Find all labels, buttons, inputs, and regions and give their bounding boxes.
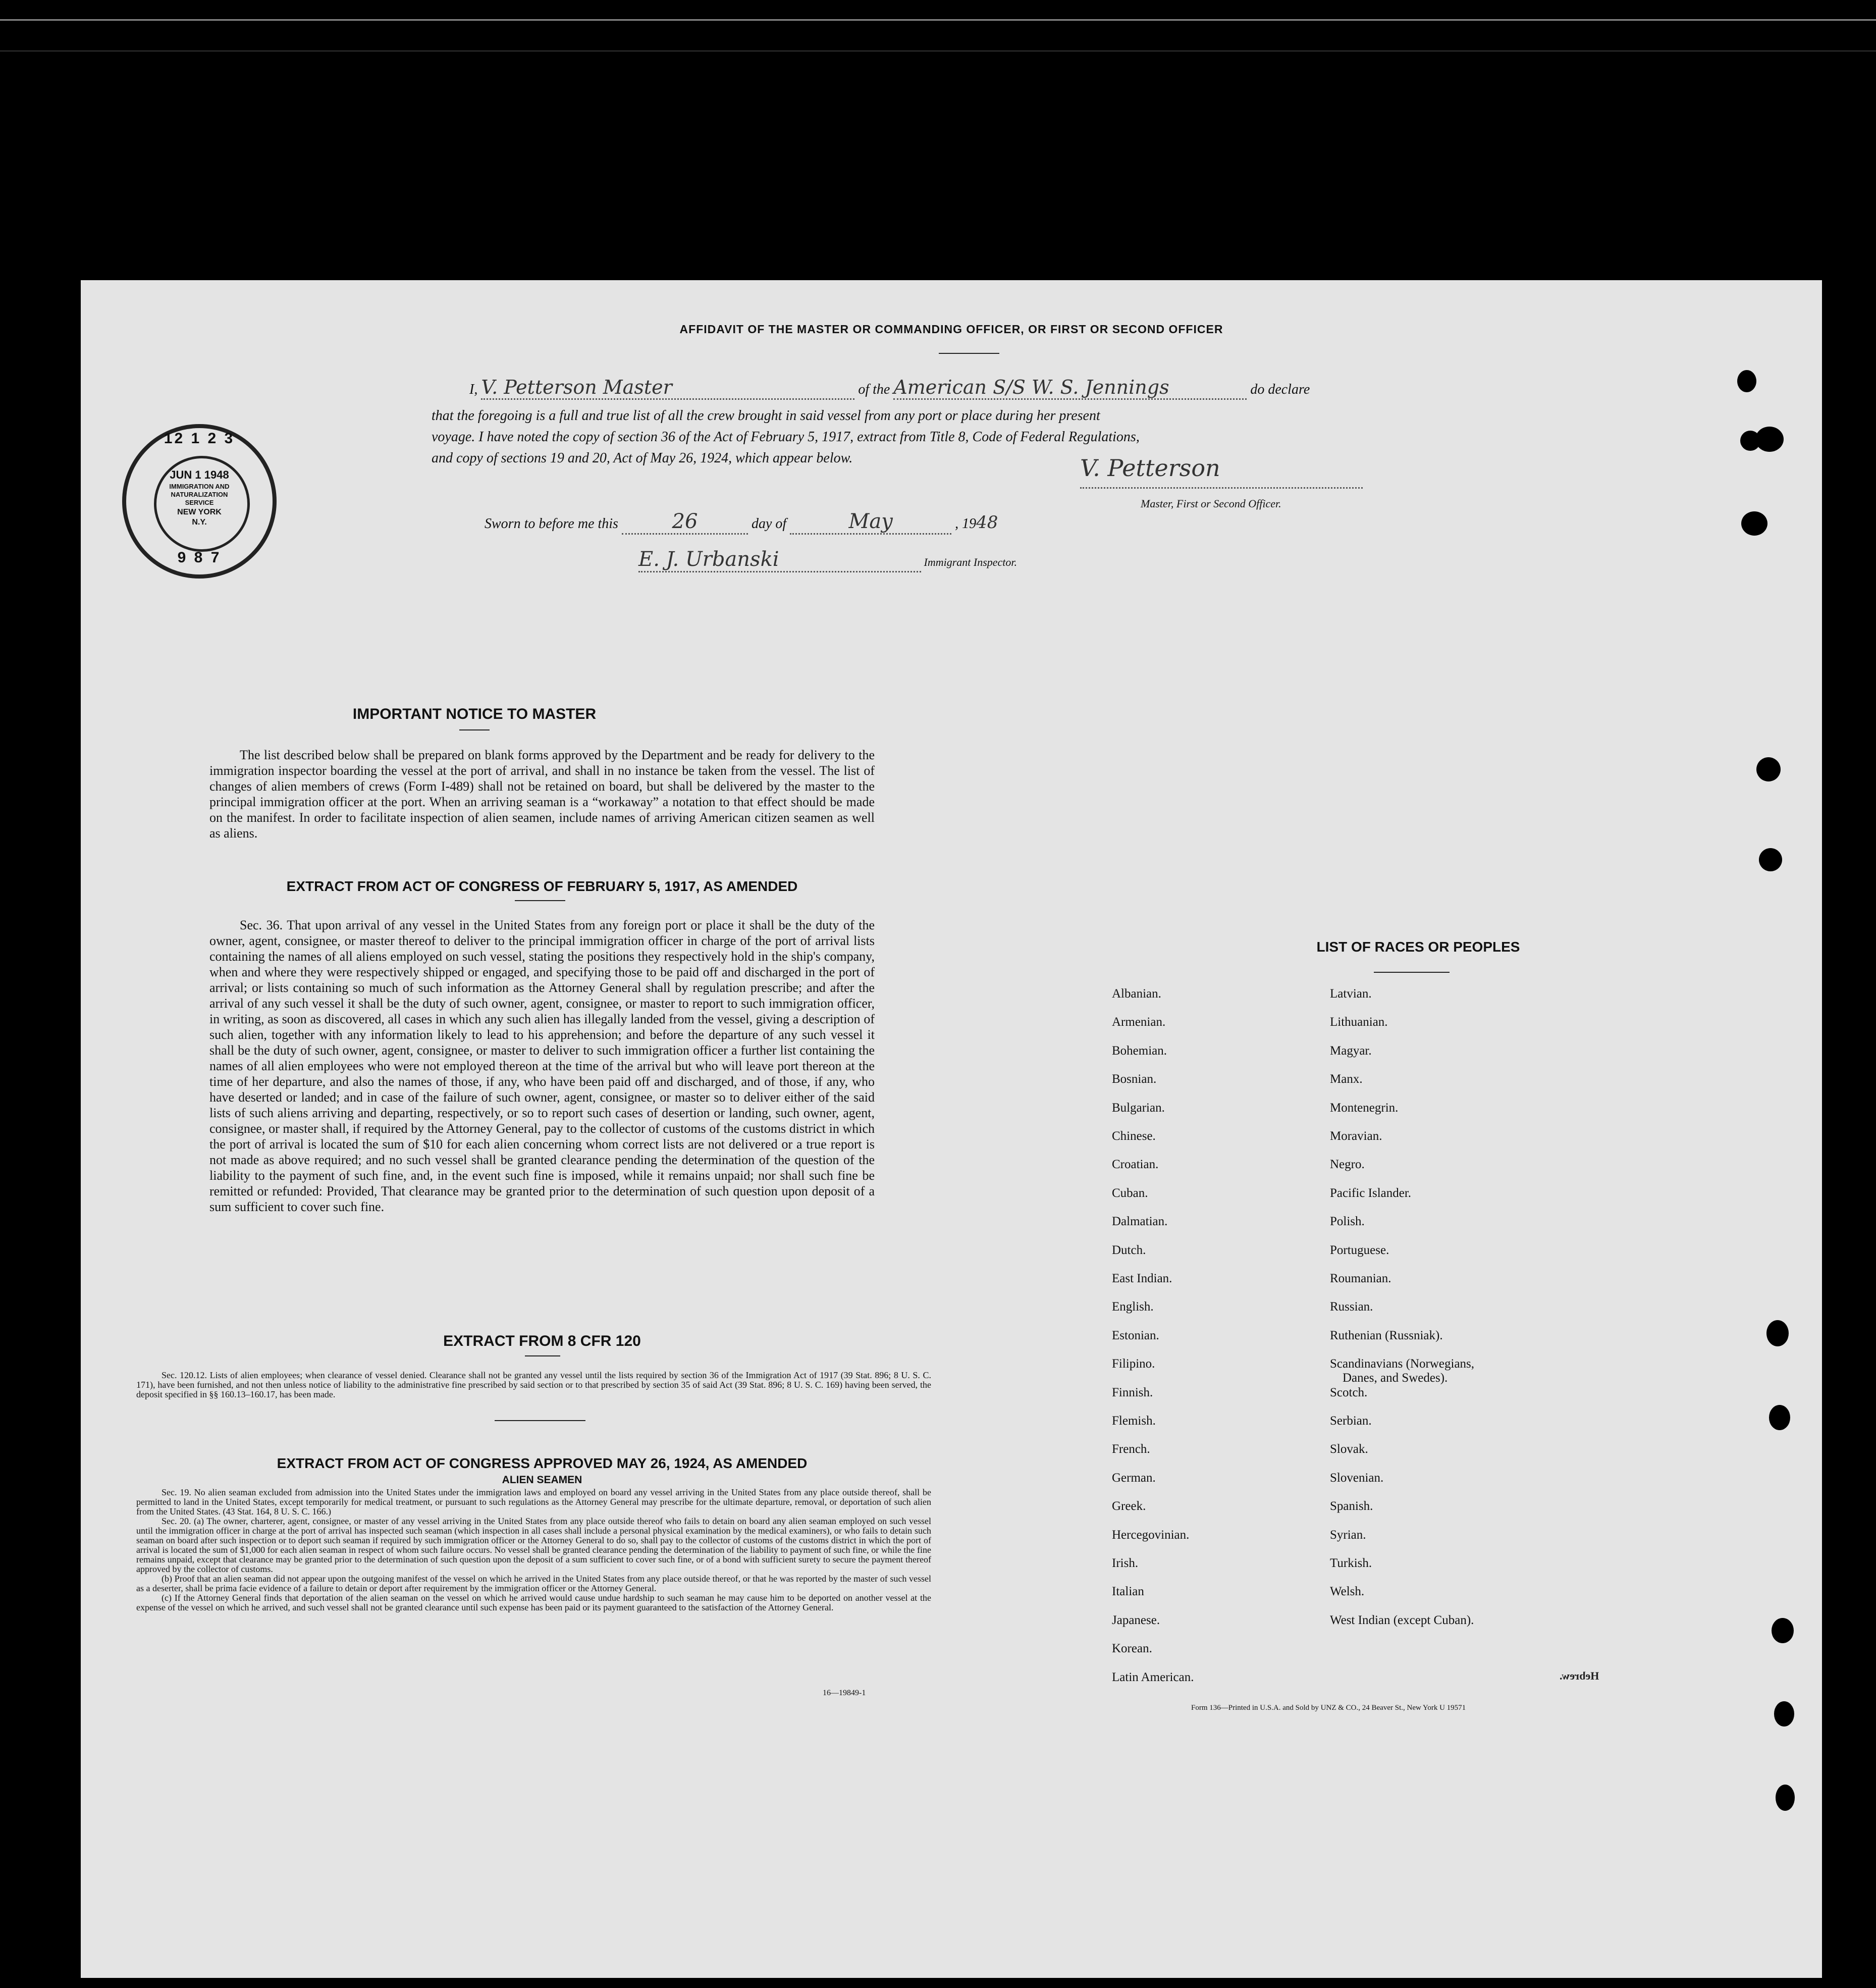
race-item: French. [1112, 1442, 1150, 1456]
race-item: Dutch. [1112, 1243, 1146, 1257]
of-the-label: of the [858, 382, 890, 397]
notice-body-block [209, 747, 875, 841]
race-item: Negro. [1330, 1158, 1365, 1172]
affidavit-title: AFFIDAVIT OF THE MASTER OR COMMANDING OFFICER, OR FIRST OR SECOND OFFICER [679, 323, 1223, 336]
film-edge-line [0, 19, 1876, 21]
race-item: Montenegrin. [1330, 1101, 1399, 1115]
race-item: Estonian. [1112, 1328, 1159, 1342]
act-1917-underline [515, 900, 565, 901]
race-item: Latin American. [1112, 1670, 1194, 1684]
stamp-line-1: IMMIGRATION AND [169, 483, 230, 490]
race-item: Hercegovinian. [1112, 1528, 1190, 1542]
binder-hole [1755, 427, 1784, 452]
master-signature: V. Petterson [1080, 454, 1220, 482]
race-item: Albanian. [1112, 987, 1161, 1001]
sworn-line [485, 510, 1191, 535]
race-item: Bulgarian. [1112, 1101, 1165, 1115]
stamp-line-3: SERVICE [185, 499, 214, 506]
sworn-label: Sworn to before me this [485, 516, 618, 532]
printer-footer: Form 136—Printed in U.S.A. and Sold by UNZ & CO., 24 Beaver St., New York U 19571 [1191, 1704, 1466, 1712]
race-item: Armenian. [1112, 1015, 1166, 1029]
binder-hole [1759, 848, 1782, 871]
race-item: Roumanian. [1330, 1272, 1391, 1285]
act-1917-block [209, 917, 875, 1215]
race-item: Ruthenian (Russniak). [1330, 1328, 1443, 1342]
act-1924-block [136, 1488, 931, 1612]
do-declare-label: do declare [1250, 382, 1310, 397]
declaration-line-4: and copy of sections 19 and 20, Act of May 26, 1924, which appear below. [432, 450, 853, 466]
binder-hole [1766, 1320, 1789, 1346]
i-label: I, [469, 382, 478, 397]
race-item: Japanese. [1112, 1613, 1160, 1627]
document-sheet [81, 280, 1822, 1978]
race-item: Chinese. [1112, 1129, 1156, 1143]
inspector-label: Immigrant Inspector. [924, 556, 1017, 568]
binder-hole [1769, 1405, 1790, 1430]
race-item: Moravian. [1330, 1129, 1382, 1143]
act-1924-sec19: Sec. 19. No alien seaman excluded from admission into the United States under the immigration laws and employed on board any vessel arriving in the United States from any place outside thereof, shall be permitted to land in the United States, except temporarily for medical treatment, or pursuant to such regulations as the Attorney General may prescribe for the ultimate departure, removal, or deportation of such alien from the United States. (43 Stat. 164, 8 U. S. C. 166.) [136, 1487, 931, 1516]
stamp-number: 1 [191, 430, 202, 447]
master-name-handwritten: V. Petterson Master [481, 376, 854, 400]
day-of-label: day of [751, 516, 787, 532]
act-1924-subtitle: ALIEN SEAMEN [502, 1474, 582, 1486]
race-item: Italian [1112, 1585, 1144, 1599]
race-item: English. [1112, 1300, 1154, 1314]
race-item: Finnish. [1112, 1385, 1153, 1399]
immigration-stamp [122, 424, 277, 579]
race-item: Portuguese. [1330, 1243, 1389, 1257]
stamp-line-4: NEW YORK [177, 508, 222, 516]
race-item: Lithuanian. [1330, 1015, 1388, 1029]
race-item: Greek. [1112, 1499, 1146, 1513]
race-item: Russian. [1330, 1300, 1373, 1314]
race-item: East Indian. [1112, 1272, 1172, 1285]
cfr-block [136, 1371, 931, 1399]
sworn-day-handwritten: 26 [622, 510, 748, 535]
binder-hole [1774, 1701, 1794, 1727]
title-underline [939, 353, 999, 354]
race-item: Spanish. [1330, 1499, 1373, 1513]
act-1924-sec20b: (b) Proof that an alien seaman did not appear upon the outgoing manifest of the vessel on which he arrived in the United States from any place outside thereof, or that he was reported by the master of such vessel as a deserter, shall be prima facie evidence of a failure to detain or deport after requirement by the immigration officer or the Attorney General. [136, 1574, 931, 1593]
race-item: West Indian (except Cuban). [1330, 1613, 1474, 1627]
binder-hole [1741, 511, 1767, 536]
cfr-divider [495, 1420, 585, 1421]
act-1924-sec20c: (c) If the Attorney General finds that deportation of the alien seaman on the vessel on which he arrived would cause undue hardship to such seaman he may cause him to be deported on another vessel at the expense of the vessel on which he arrived, and such vessel shall not be granted clearance until such expense has been paid or its payment guaranteed to the satisfaction of the Attorney General. [136, 1593, 931, 1612]
race-item: Cuban. [1112, 1186, 1148, 1200]
form-code: 16—19849-1 [823, 1689, 866, 1697]
race-item: Danes, and Swedes). [1343, 1371, 1448, 1385]
race-item: Latvian. [1330, 987, 1372, 1001]
inspector-signature: E. J. Urbanski [638, 548, 921, 572]
act-1924-sec20a: Sec. 20. (a) The owner, charterer, agent, consignee, or master of any vessel arriving in the United States from any place outside thereof who fails to detain on board any alien seaman employed on such vessel until the immigration officer in charge at the port of arrival has inspected such seaman (which inspection in all cases shall include a personal physical examination by the medical examiners), or who fails to detain such seaman on board after such inspection or to deport such seaman if required by such immigration officer or the Attorney General to do so, shall pay to the collector of customs of the customs district in which the port of arrival is located the sum of $1,000 for each alien seaman in respect of whom such failure occurs. No vessel shall be granted clearance pending the determination of the liability to payment of such fine, or while the fine remains unpaid, except that clearance may be granted prior to the determination of such question upon the deposit of a sum sufficient to cover such fine, or of a bond with sufficient surety to secure the payment thereof approved by the collector of customs. [136, 1516, 931, 1574]
race-item: Irish. [1112, 1556, 1139, 1570]
binder-hole [1776, 1785, 1795, 1811]
race-item: Croatian. [1112, 1158, 1159, 1172]
act-1917-body: Sec. 36. That upon arrival of any vessel in the United States from any foreign port or place it shall be the duty of the owner, agent, consignee, or master thereof to deliver to the principal immigration officer in charge of the port of arrival lists containing the names of all aliens employed on such vessel, stating the positions they respectively hold in the ship's company, when and where they were respectively shipped or engaged, and specifying those to be paid off and discharged in the port of arrival; or lists containing so much of such information as the Attorney General shall by regulation prescribe; and after the arrival of any such vessel it shall be the duty of such owner, agent, consignee, or master to report to such immigration officer, in writing, as soon as discovered, all cases in which any such alien has illegally landed from the vessel, giving a description of such alien, together with any information likely to lead to his apprehension; and before the departure of any such vessel it shall be the duty of such owner, agent, consignee, or master to deliver to such immigration officer a further list containing the names of all alien employees who were not employed thereon at the time of the arrival but who will leave port thereon at the time of her departure, and also the names of those, if any, who have been paid off and discharged, and of those, if any, who have deserted or landed; and in case of the failure of such owner, agent, consignee, or master so to deliver either of the said lists of such aliens arriving and departing, respectively, or so to report such cases of desertion or landing, such owner, agent, consignee, or master shall, if required by the Attorney General, pay to the collector of customs of the customs district in which the port of arrival is located the sum of $10 for each alien concerning whom correct lists are not delivered or a true report is not made as above required; and no such vessel shall be granted clearance pending the determination of the question of the liability to the payment of such fine, and, in the event such fine is imposed, while it remains unpaid; nor shall such fine be remitted or refunded: Provided, That clearance may be granted prior to the determination of such question upon deposit of a sum sufficient to cover such fine. [209, 918, 875, 1214]
races-title: LIST OF RACES OR PEOPLES [1316, 939, 1520, 955]
race-item: Syrian. [1330, 1528, 1366, 1542]
act-1924-title: EXTRACT FROM ACT OF CONGRESS APPROVED MAY 26, 1924, AS AMENDED [277, 1455, 808, 1471]
declaration-line-2: that the foregoing is a full and true list of all the crew brought in said vessel from any port or place during her present [432, 408, 1100, 424]
binder-hole [1772, 1618, 1794, 1643]
stamp-number: 9 [177, 549, 188, 566]
stamp-numbers-bottom [126, 549, 273, 566]
cfr-body: Sec. 120.12. Lists of alien employees; when clearance of vessel denied. Clearance shall not be granted any vessel until the lists required by section 36 of the Immigration Act of 1917 (39 Stat. 896; 8 U. S. C. 171), have been furnished, and not then unless notice of liability to the administrative fine prescribed by said section or to that prescribed by section 35 of said Act (39 Stat. 896; 8 U. S. C. 169) having been served, the deposit specified in §§ 160.13–160.17, has been made. [136, 1370, 931, 1399]
binder-hole [1756, 757, 1781, 781]
race-item: Pacific Islander. [1330, 1186, 1412, 1200]
stamp-line-5: N.Y. [192, 518, 207, 527]
race-item: Korean. [1112, 1642, 1152, 1656]
race-item: Serbian. [1330, 1414, 1372, 1428]
race-item: Scotch. [1330, 1385, 1368, 1399]
cfr-underline [525, 1355, 560, 1356]
notice-title: IMPORTANT NOTICE TO MASTER [352, 706, 597, 722]
notice-underline [459, 729, 490, 730]
race-item: Welsh. [1330, 1585, 1365, 1599]
stamp-number: 8 [194, 549, 205, 566]
signature-line [1080, 487, 1363, 489]
race-item: Filipino. [1112, 1357, 1155, 1371]
race-item: German. [1112, 1471, 1156, 1485]
declaration-line-3: voyage. I have noted the copy of section 36 of the Act of February 5, 1917, extract from Title 8, Code of Federal Regulations, [432, 429, 1140, 445]
race-item: Slovenian. [1330, 1471, 1384, 1485]
stamp-date: JUN 1 1948 [170, 468, 229, 481]
cfr-title: EXTRACT FROM 8 CFR 120 [443, 1333, 641, 1349]
race-item: Bosnian. [1112, 1072, 1157, 1086]
race-item: Magyar. [1330, 1043, 1372, 1058]
mirrored-bleed-text: Hebrew. [1560, 1669, 1599, 1682]
race-item: Flemish. [1112, 1414, 1156, 1428]
master-label: Master, First or Second Officer. [1141, 497, 1281, 510]
act-1917-title: EXTRACT FROM ACT OF CONGRESS OF FEBRUARY 5, 1917, AS AMENDED [286, 878, 798, 894]
vessel-name-handwritten: American S/S W. S. Jennings [893, 376, 1247, 400]
sworn-year-handwritten: 48 [976, 512, 998, 533]
race-item: Manx. [1330, 1072, 1363, 1086]
sworn-month-handwritten: May [790, 510, 951, 535]
film-edge-line-2 [0, 50, 1876, 51]
inspector-line [638, 548, 1143, 572]
race-item: Turkish. [1330, 1556, 1372, 1570]
races-underline [1374, 972, 1450, 973]
race-item: Polish. [1330, 1215, 1365, 1229]
race-item: Bohemian. [1112, 1043, 1167, 1058]
race-item: Scandinavians (Norwegians, [1330, 1357, 1475, 1371]
stamp-number: 7 [210, 549, 222, 566]
race-item: Dalmatian. [1112, 1215, 1168, 1229]
stamp-number: 3 [224, 430, 235, 447]
stamp-numbers-top [126, 430, 273, 447]
stamp-number: 2 [207, 430, 219, 447]
stamp-line-2: NATURALIZATION [171, 491, 228, 498]
notice-body: The list described below shall be prepared on blank forms approved by the Department and be ready for delivery to the immigration inspector boarding the vessel at the port of arrival, and shall in no instance be taken from the vessel. The list of changes of alien members of crews (Form I-489) shall not be retained on board, but shall be delivered by the master to the principal immigration officer at the port. When an arriving seaman is a “workaway” a notation to that effect should be made on the manifest. In order to facilitate inspection of alien seamen, include names of arriving American citizen seamen as well as aliens. [209, 748, 875, 841]
stamp-number: 12 [164, 430, 185, 447]
year-prefix: , 19 [955, 516, 977, 532]
declaration-line-1 [469, 376, 1504, 401]
race-item: Slovak. [1330, 1442, 1368, 1456]
binder-hole [1737, 370, 1756, 392]
